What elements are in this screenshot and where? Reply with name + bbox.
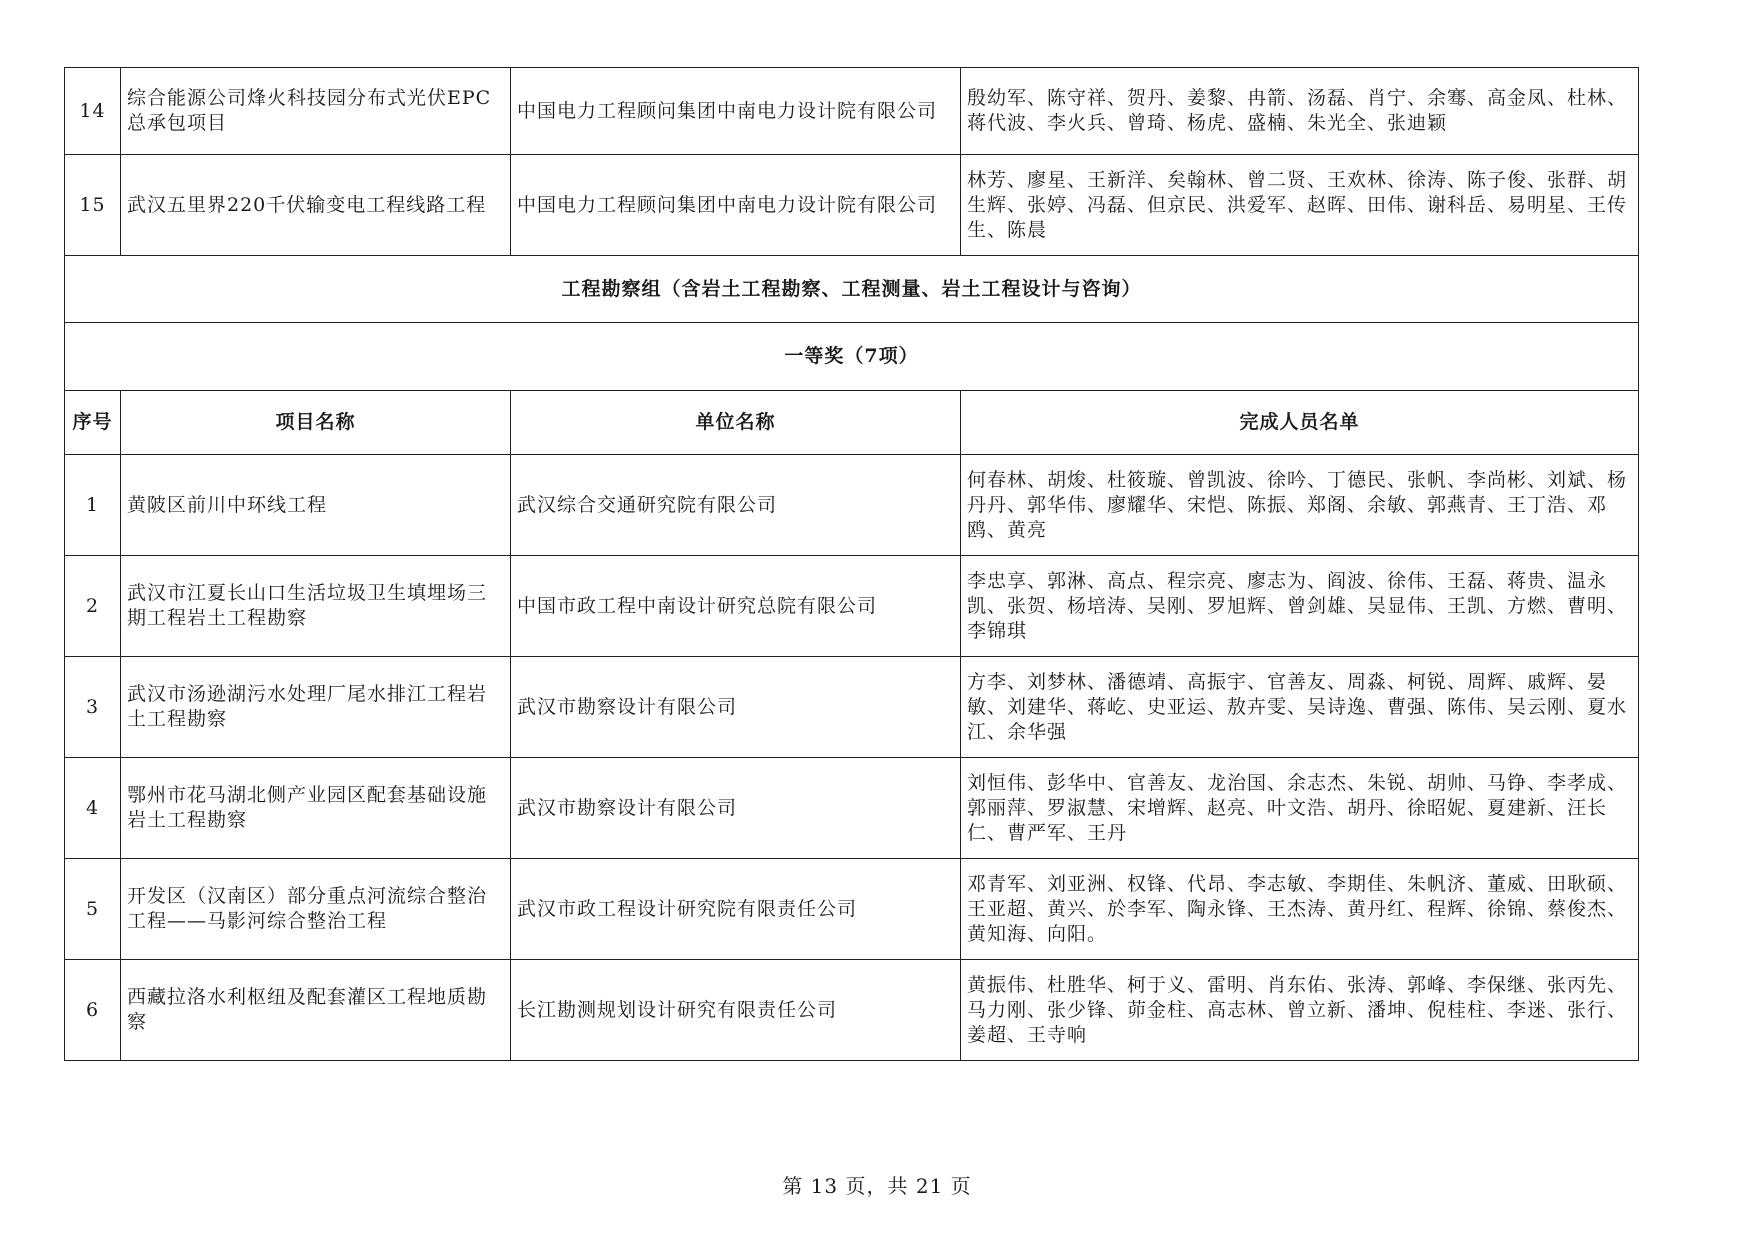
header-seq: 序号 bbox=[65, 391, 121, 455]
header-project: 项目名称 bbox=[121, 391, 511, 455]
row-unit: 武汉综合交通研究院有限公司 bbox=[511, 455, 961, 556]
award-title-row bbox=[65, 323, 1639, 391]
row-unit: 中国电力工程顾问集团中南电力设计院有限公司 bbox=[511, 155, 961, 256]
table-row bbox=[65, 556, 1639, 657]
row-seq: 6 bbox=[65, 960, 121, 1061]
row-unit: 武汉市政工程设计研究院有限责任公司 bbox=[511, 859, 961, 960]
row-unit: 武汉市勘察设计有限公司 bbox=[511, 657, 961, 758]
row-seq: 1 bbox=[65, 455, 121, 556]
table-row bbox=[65, 657, 1639, 758]
table-row bbox=[65, 155, 1639, 256]
row-seq: 14 bbox=[65, 68, 121, 155]
row-seq: 15 bbox=[65, 155, 121, 256]
row-seq: 5 bbox=[65, 859, 121, 960]
row-unit: 武汉市勘察设计有限公司 bbox=[511, 758, 961, 859]
row-unit: 中国电力工程顾问集团中南电力设计院有限公司 bbox=[511, 68, 961, 155]
header-row bbox=[65, 391, 1639, 455]
table-row bbox=[65, 455, 1639, 556]
row-seq: 2 bbox=[65, 556, 121, 657]
row-members: 李忠享、郭淋、高点、程宗亮、廖志为、阎波、徐伟、王磊、蒋贵、温永凯、张贺、杨培涛、吴刚、罗旭辉、曾剑雄、吴显伟、王凯、方燃、曹明、李锦琪 bbox=[961, 556, 1639, 657]
group-title-row bbox=[65, 256, 1639, 323]
row-members: 殷幼军、陈守祥、贺丹、姜黎、冉箭、汤磊、肖宁、余骞、高金凤、杜林、蒋代波、李火兵、曾琦、杨虎、盛楠、朱光全、张迪颖 bbox=[961, 68, 1639, 155]
row-seq: 3 bbox=[65, 657, 121, 758]
row-members: 邓青军、刘亚洲、权锋、代昂、李志敏、李期佳、朱帆济、董威、田耿硕、王亚超、黄兴、於李军、陶永锋、王杰涛、黄丹红、程辉、徐锦、蔡俊杰、黄知海、向阳。 bbox=[961, 859, 1639, 960]
row-project: 鄂州市花马湖北侧产业园区配套基础设施岩土工程勘察 bbox=[121, 758, 511, 859]
page-footer bbox=[0, 1170, 1754, 1199]
row-members: 刘恒伟、彭华中、官善友、龙治国、余志杰、朱锐、胡帅、马铮、李孝成、郭丽萍、罗淑慧、宋增辉、赵亮、叶文浩、胡丹、徐昭妮、夏建新、汪长仁、曹严军、王丹 bbox=[961, 758, 1639, 859]
row-project: 黄陂区前川中环线工程 bbox=[121, 455, 511, 556]
row-members: 方李、刘梦林、潘德靖、高振宇、官善友、周淼、柯锐、周辉、戚辉、晏敏、刘建华、蒋屹、史亚运、敖卉雯、吴诗逸、曹强、陈伟、吴云刚、夏水江、余华强 bbox=[961, 657, 1639, 758]
row-unit: 中国市政工程中南设计研究总院有限公司 bbox=[511, 556, 961, 657]
group-title: 工程勘察组（含岩土工程勘察、工程测量、岩土工程设计与咨询） bbox=[65, 256, 1639, 323]
row-members: 林芳、廖星、王新洋、矣翰林、曾二贤、王欢林、徐涛、陈子俊、张群、胡生辉、张婷、冯磊、但京民、洪爱军、赵晖、田伟、谢科岳、易明星、王传生、陈晨 bbox=[961, 155, 1639, 256]
row-project: 武汉市江夏长山口生活垃圾卫生填埋场三期工程岩土工程勘察 bbox=[121, 556, 511, 657]
row-unit: 长江勘测规划设计研究有限责任公司 bbox=[511, 960, 961, 1061]
table-row bbox=[65, 960, 1639, 1061]
row-project: 武汉五里界220千伏输变电工程线路工程 bbox=[121, 155, 511, 256]
row-members: 黄振伟、杜胜华、柯于义、雷明、肖东佑、张涛、郭峰、李保继、张丙先、马力刚、张少锋、茆金柱、高志林、曾立新、潘坤、倪桂柱、李迷、张行、姜超、王寺响 bbox=[961, 960, 1639, 1061]
row-project: 武汉市汤逊湖污水处理厂尾水排江工程岩土工程勘察 bbox=[121, 657, 511, 758]
header-members: 完成人员名单 bbox=[961, 391, 1639, 455]
table-row bbox=[65, 68, 1639, 155]
row-project: 西藏拉洛水利枢纽及配套灌区工程地质勘察 bbox=[121, 960, 511, 1061]
awards-table bbox=[64, 67, 1639, 1061]
row-members: 何春林、胡焌、杜筱璇、曾凯波、徐吟、丁德民、张帆、李尚彬、刘斌、杨丹丹、郭华伟、廖耀华、宋恺、陈振、郑阁、余敏、郭燕青、王丁浩、邓鸥、黄亮 bbox=[961, 455, 1639, 556]
award-title: 一等奖（7项） bbox=[65, 323, 1639, 391]
table-row bbox=[65, 758, 1639, 859]
page-number-label: 第 13 页，共 21 页 bbox=[782, 1174, 972, 1198]
table-row bbox=[65, 859, 1639, 960]
row-project: 开发区（汉南区）部分重点河流综合整治工程——马影河综合整治工程 bbox=[121, 859, 511, 960]
header-unit: 单位名称 bbox=[511, 391, 961, 455]
row-seq: 4 bbox=[65, 758, 121, 859]
row-project: 综合能源公司烽火科技园分布式光伏EPC总承包项目 bbox=[121, 68, 511, 155]
